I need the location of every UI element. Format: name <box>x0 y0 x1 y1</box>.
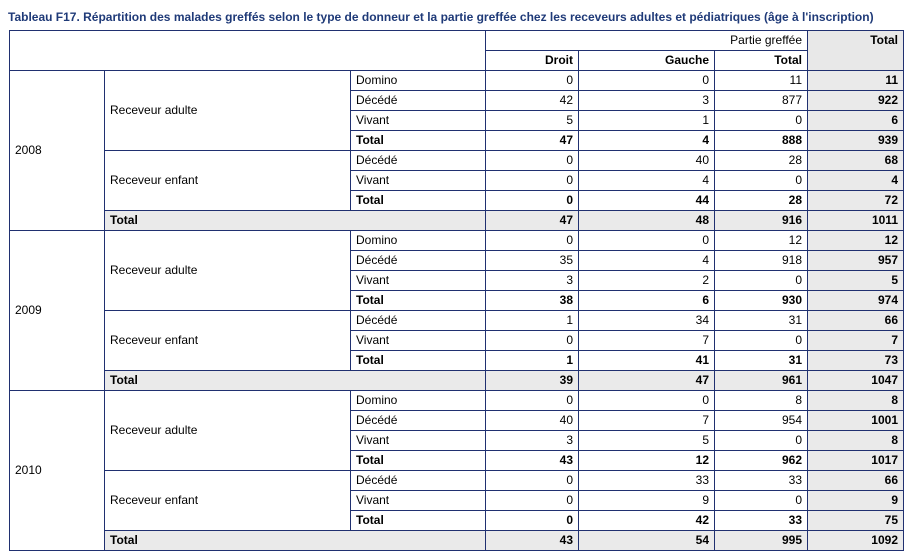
table-body <box>10 31 904 551</box>
cell-droit: 3 <box>486 431 579 451</box>
cell-total: 28 <box>715 151 808 171</box>
cell-droit: 0 <box>486 71 579 91</box>
cell-droit: 0 <box>486 191 579 211</box>
cell-grand-total: 9 <box>808 491 904 511</box>
year-total-gauche: 47 <box>579 371 715 391</box>
cell-gauche: 44 <box>579 191 715 211</box>
header-col-total: Total <box>715 51 808 71</box>
cell-grand-total: 72 <box>808 191 904 211</box>
year-label: 2009 <box>10 231 105 391</box>
cell-grand-total: 974 <box>808 291 904 311</box>
year-total-total: 961 <box>715 371 808 391</box>
status-label: Total <box>351 511 486 531</box>
header-grand-total: Total <box>808 31 904 71</box>
cell-total: 8 <box>715 391 808 411</box>
cell-droit: 0 <box>486 331 579 351</box>
cell-droit: 40 <box>486 411 579 431</box>
cell-droit: 1 <box>486 311 579 331</box>
header-col-gauche: Gauche <box>579 51 715 71</box>
cell-gauche: 9 <box>579 491 715 511</box>
year-label: 2008 <box>10 71 105 231</box>
cell-total: 930 <box>715 291 808 311</box>
status-label: Décédé <box>351 311 486 331</box>
cell-total: 12 <box>715 231 808 251</box>
cell-grand-total: 4 <box>808 171 904 191</box>
year-total-label: Total <box>105 531 486 551</box>
table-row <box>10 471 904 491</box>
cell-grand-total: 73 <box>808 351 904 371</box>
cell-gauche: 42 <box>579 511 715 531</box>
status-label: Vivant <box>351 331 486 351</box>
cell-gauche: 6 <box>579 291 715 311</box>
table-row <box>10 311 904 331</box>
status-label: Vivant <box>351 171 486 191</box>
cell-gauche: 40 <box>579 151 715 171</box>
cell-grand-total: 957 <box>808 251 904 271</box>
cell-grand-total: 11 <box>808 71 904 91</box>
cell-gauche: 0 <box>579 391 715 411</box>
cell-total: 0 <box>715 111 808 131</box>
table-row <box>10 151 904 171</box>
cell-gauche: 5 <box>579 431 715 451</box>
cell-grand-total: 5 <box>808 271 904 291</box>
status-label: Total <box>351 191 486 211</box>
cell-total: 31 <box>715 311 808 331</box>
receveur-group-label: Receveur adulte <box>105 71 351 151</box>
receveur-group-label: Receveur enfant <box>105 471 351 531</box>
status-label: Total <box>351 351 486 371</box>
cell-grand-total: 922 <box>808 91 904 111</box>
cell-droit: 47 <box>486 131 579 151</box>
status-label: Décédé <box>351 251 486 271</box>
cell-droit: 35 <box>486 251 579 271</box>
cell-gauche: 34 <box>579 311 715 331</box>
cell-total: 918 <box>715 251 808 271</box>
year-total-total: 995 <box>715 531 808 551</box>
cell-total: 0 <box>715 431 808 451</box>
year-total-droit: 43 <box>486 531 579 551</box>
cell-grand-total: 939 <box>808 131 904 151</box>
cell-gauche: 12 <box>579 451 715 471</box>
cell-gauche: 4 <box>579 131 715 151</box>
cell-grand-total: 1001 <box>808 411 904 431</box>
cell-total: 0 <box>715 491 808 511</box>
cell-droit: 0 <box>486 491 579 511</box>
cell-total: 33 <box>715 471 808 491</box>
cell-total: 0 <box>715 171 808 191</box>
cell-gauche: 41 <box>579 351 715 371</box>
cell-total: 28 <box>715 191 808 211</box>
year-total-grand: 1092 <box>808 531 904 551</box>
cell-droit: 42 <box>486 91 579 111</box>
header-col-droit: Droit <box>486 51 579 71</box>
status-label: Décédé <box>351 91 486 111</box>
status-label: Décédé <box>351 411 486 431</box>
cell-grand-total: 66 <box>808 471 904 491</box>
receveur-group-label: Receveur adulte <box>105 391 351 471</box>
cell-gauche: 3 <box>579 91 715 111</box>
cell-droit: 0 <box>486 511 579 531</box>
cell-grand-total: 8 <box>808 391 904 411</box>
cell-droit: 0 <box>486 391 579 411</box>
cell-droit: 0 <box>486 471 579 491</box>
cell-grand-total: 7 <box>808 331 904 351</box>
cell-gauche: 4 <box>579 171 715 191</box>
cell-gauche: 2 <box>579 271 715 291</box>
cell-grand-total: 6 <box>808 111 904 131</box>
status-label: Vivant <box>351 431 486 451</box>
cell-grand-total: 12 <box>808 231 904 251</box>
year-label: 2010 <box>10 391 105 551</box>
status-label: Vivant <box>351 491 486 511</box>
cell-grand-total: 1017 <box>808 451 904 471</box>
receveur-group-label: Receveur enfant <box>105 311 351 371</box>
cell-gauche: 0 <box>579 231 715 251</box>
status-label: Domino <box>351 391 486 411</box>
cell-total: 11 <box>715 71 808 91</box>
status-label: Vivant <box>351 271 486 291</box>
status-label: Total <box>351 131 486 151</box>
cell-droit: 43 <box>486 451 579 471</box>
cell-grand-total: 66 <box>808 311 904 331</box>
year-total-row <box>10 531 904 551</box>
year-total-gauche: 48 <box>579 211 715 231</box>
status-label: Total <box>351 291 486 311</box>
data-table <box>9 30 904 551</box>
table-row <box>10 231 904 251</box>
year-total-label: Total <box>105 211 486 231</box>
cell-total: 962 <box>715 451 808 471</box>
cell-droit: 0 <box>486 151 579 171</box>
year-total-droit: 39 <box>486 371 579 391</box>
year-total-grand: 1047 <box>808 371 904 391</box>
year-total-row <box>10 211 904 231</box>
status-label: Décédé <box>351 151 486 171</box>
receveur-group-label: Receveur enfant <box>105 151 351 211</box>
cell-gauche: 1 <box>579 111 715 131</box>
header-partie-greffee: Partie greffée <box>486 31 808 51</box>
cell-total: 0 <box>715 271 808 291</box>
header-corner <box>10 31 486 71</box>
cell-grand-total: 8 <box>808 431 904 451</box>
cell-droit: 0 <box>486 231 579 251</box>
cell-total: 0 <box>715 331 808 351</box>
cell-total: 888 <box>715 131 808 151</box>
status-label: Vivant <box>351 111 486 131</box>
table-title: Tableau F17. Répartition des malades greffés selon le type de donneur et la partie greffée chez les receveurs adultes et pédiatriques (âge à l'inscription) <box>8 10 874 24</box>
cell-gauche: 7 <box>579 411 715 431</box>
cell-total: 954 <box>715 411 808 431</box>
cell-droit: 0 <box>486 171 579 191</box>
header-row-1 <box>10 31 904 51</box>
year-total-droit: 47 <box>486 211 579 231</box>
cell-grand-total: 68 <box>808 151 904 171</box>
cell-total: 877 <box>715 91 808 111</box>
cell-droit: 5 <box>486 111 579 131</box>
cell-gauche: 0 <box>579 71 715 91</box>
year-total-row <box>10 371 904 391</box>
cell-droit: 1 <box>486 351 579 371</box>
cell-droit: 38 <box>486 291 579 311</box>
year-total-total: 916 <box>715 211 808 231</box>
status-label: Total <box>351 451 486 471</box>
cell-gauche: 7 <box>579 331 715 351</box>
cell-gauche: 4 <box>579 251 715 271</box>
receveur-group-label: Receveur adulte <box>105 231 351 311</box>
year-total-label: Total <box>105 371 486 391</box>
cell-total: 31 <box>715 351 808 371</box>
status-label: Domino <box>351 231 486 251</box>
year-total-grand: 1011 <box>808 211 904 231</box>
status-label: Décédé <box>351 471 486 491</box>
year-total-gauche: 54 <box>579 531 715 551</box>
status-label: Domino <box>351 71 486 91</box>
cell-droit: 3 <box>486 271 579 291</box>
cell-grand-total: 75 <box>808 511 904 531</box>
table-row <box>10 71 904 91</box>
cell-gauche: 33 <box>579 471 715 491</box>
cell-total: 33 <box>715 511 808 531</box>
table-row <box>10 391 904 411</box>
